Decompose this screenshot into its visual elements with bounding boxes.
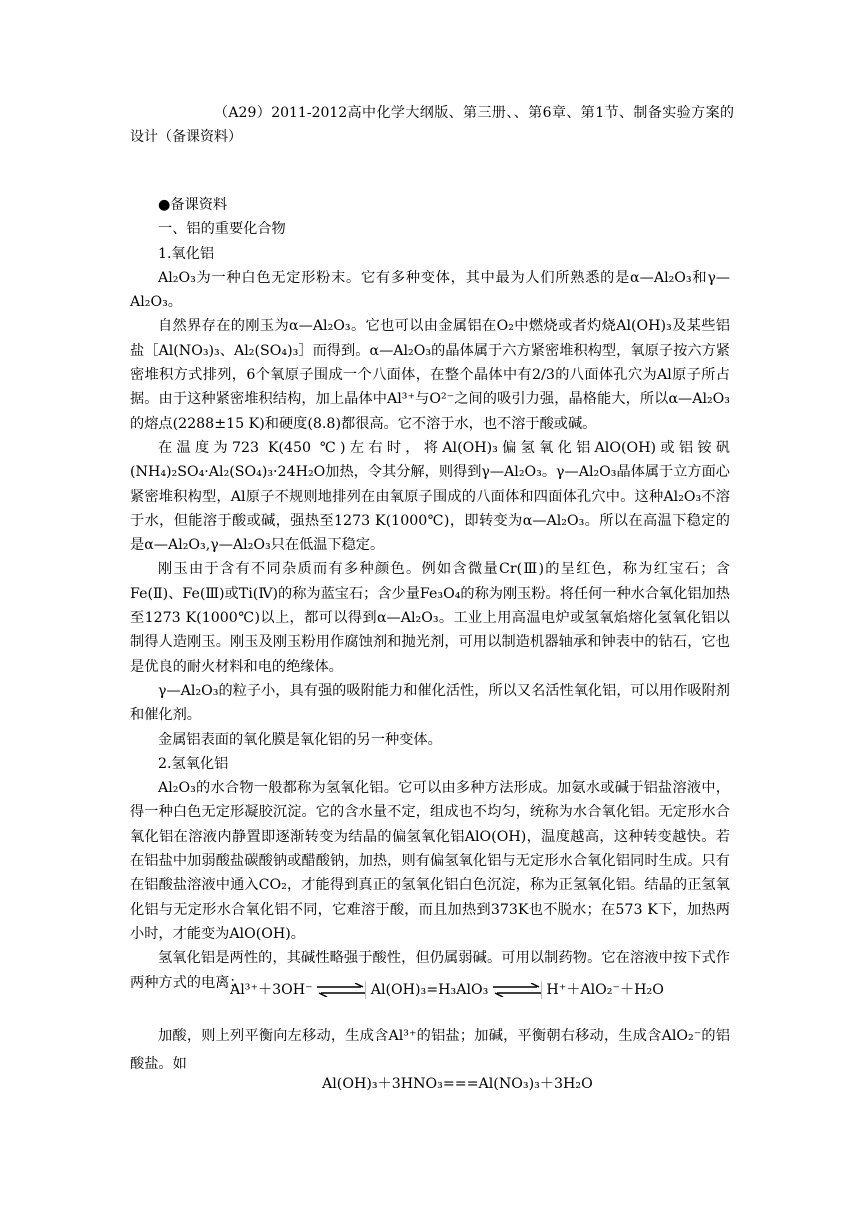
paragraph-gamma-alumina: 在温度为723 K(450 ℃)左右时，将Al(OH)₃偏氢氧化铝AlO(OH)或铝铵矾(NH₄)₂SO₄·Al₂(SO₄)₃·24H₂O加热，令其分解，则得到γ—Al₂O₃。γ—Al₂O₃晶体属于立方面心紧密堆积构型，Al原子不规则地排列在由氧原子围成的八面体和四面体孔穴中。这种Al₂O₃不溶于水，但能溶于酸或碱，强热至1273 K(1000℃)，即转变为α—Al₂O₃。所以在高温下稳定的是α—Al₂O₃,γ—Al₂O₃只在低温下稳定。 [130,439,730,554]
nitric-acid-equation: Al(OH)₃＋3HNO₃===Al(NO₃)₃＋3H₂O [322,1076,593,1092]
paragraph-alumina-intro: Al₂O₃为一种白色无定形粉末。它有多种变体，其中最为人们所熟悉的是α—Al₂O₃和γ—Al₂O₃。 [130,269,730,311]
reversible-arrow-icon [317,983,365,997]
section-heading-alumina: 1.氧化铝 [158,245,215,262]
section-heading-aluminum-compounds: 一、铝的重要化合物 [158,221,286,238]
content-continued [130,1022,730,1078]
equilibrium-equation [230,979,664,999]
paragraph-corundum: 自然界存在的刚玉为α—Al₂O₃。它也可以由金属铝在O₂中燃烧或者灼烧Al(OH)₃及某些铝盐［Al(NO₃)₃、Al₂(SO₄)₃］而得到。α—Al₂O₃的晶体属于六方紧密堆积构型，氧原子按六方紧密堆积方式排列，6个氧原子围成一个八面体，在整个晶体中有2/3的八面体孔穴为Al原子所占据。由于这种紧密堆积结构，加上晶体中Al³⁺与O²⁻之间的吸引力强，晶格能大，所以α—Al₂O₃的熔点(2288±15 K)和硬度(8.8)都很高。它不溶于水，也不溶于酸或碱。 [130,318,730,432]
content [130,193,730,995]
paragraph-acid-base-shift: 加酸，则上列平衡向左移动，生成含Al³⁺的铝盐；加碱，平衡朝右移动，生成含AlO₂⁻的铝酸盐。如 [130,1028,730,1072]
paragraph-gemstones: 刚玉由于含有不同杂质而有多种颜色。例如含微量Cr(Ⅲ)的呈红色，称为红宝石；含Fe(Ⅱ)、Fe(Ⅲ)或Ti(Ⅳ)的称为蓝宝石；含少量Fe₃O₄的称为刚玉粉。将任何一种水合氧化铝加热至1273 K(1000℃)以上，都可以得到α—Al₂O₃。工业上用高温电炉或氢氧焰熔化氢氧化铝以制得人造刚玉。刚玉及刚玉粉用作腐蚀剂和抛光剂，可用以制造机器轴承和钟表中的钻石，它也是优良的耐火材料和电的绝缘体。 [130,561,730,675]
divider [365,981,366,999]
paragraph-hydroxide-formation: Al₂O₃的水合物一般都称为氢氧化铝。它可以由多种方法形成。加氨水或碱于铝盐溶液中，得一种白色无定形凝胶沉淀。它的含水量不定，组成也不均匀，统称为水合氧化铝。无定形水合氧化铝在溶液内静置即逐渐转变为结晶的偏氢氧化铝AlO(OH)，温度越高，这种转变越快。若在铝盐中加弱酸盐碳酸钠或醋酸钠，加热，则有偏氢氧化铝与无定形水合氧化铝同时生成。只有在铝酸盐溶液中通入CO₂，才能得到真正的氢氧化铝白色沉淀，称为正氢氧化铝。结晶的正氢氧化铝与无定形水合氧化铝不同，它难溶于酸，而且加热到373K也不脱水；在573 K下，加热两小时，才能变为AlO(OH)。 [130,780,730,942]
paragraph-activated-alumina: γ—Al₂O₃的粒子小，具有强的吸附能力和催化活性，所以又名活性氧化铝，可以用作吸附剂和催化剂。 [130,682,730,724]
equation-middle: Al(OH)₃=H₃AlO₃ [370,982,489,998]
equation-left-side: Al³⁺＋3OH⁻ [230,982,313,998]
reversible-arrow-icon [493,983,541,997]
document-title: （A29）2011-2012高中化学大纲版、第三册、、第6章、第1节、制备实验方案的设计（备课资料） [130,105,734,145]
paragraph-amphoteric: 氢氧化铝是两性的，其碱性略强于酸性，但仍属弱碱。可用以制药物。它在溶液中按下式作两种方式的电离： [130,950,730,991]
section-heading-aluminum-hydroxide: 2.氢氧化铝 [158,755,229,772]
section-heading-notes: ●备课资料 [158,197,228,213]
paragraph-oxide-film: 金属铝表面的氧化膜是氧化铝的另一种变体。 [158,731,442,748]
divider [541,981,542,999]
equation-right-side: H⁺＋AlO₂⁻＋H₂O [546,982,664,998]
